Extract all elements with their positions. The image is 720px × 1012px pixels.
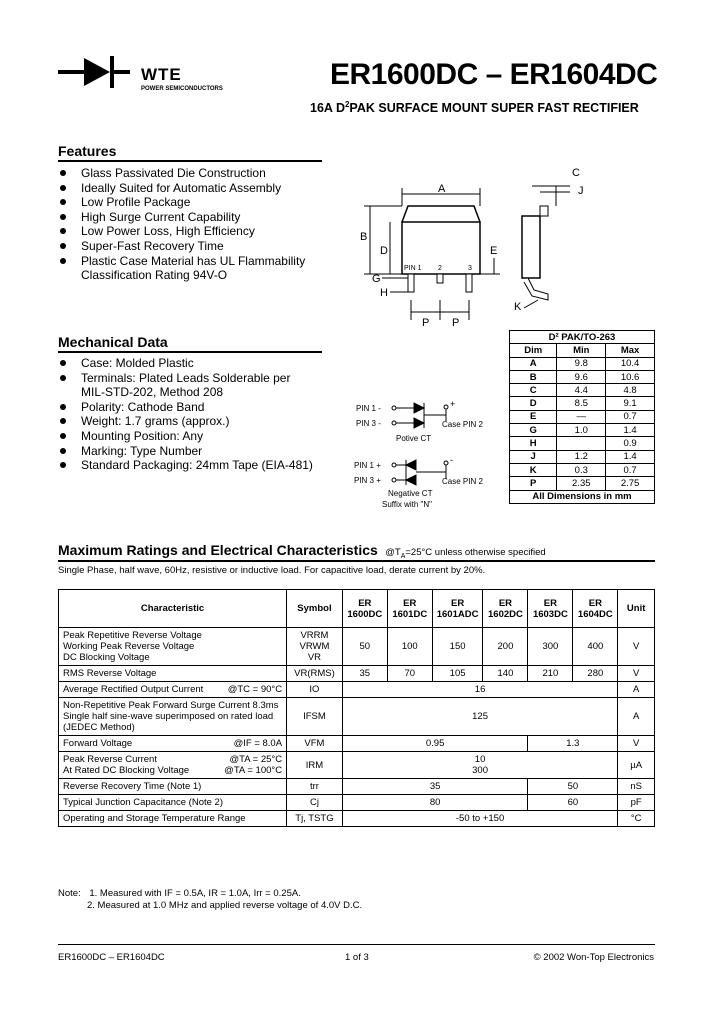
neg-case-label: Case PIN 2 (442, 477, 483, 486)
notes-label: Note: (58, 888, 81, 899)
list-item: Plastic Case Material has UL Flammability Classification Rating 94V-O (56, 254, 326, 283)
brand-name: WTE (141, 65, 182, 84)
table-row: E — 0.7 (510, 410, 655, 423)
table-row: Average Rectified Output Current @TC = 90°C IO 16 A (59, 682, 655, 698)
table-row: Peak Repetitive Reverse Voltage Working Peak Reverse Voltage DC Blocking Voltage VRRM VRWM VR 50 100 150 200 300 400 V (59, 628, 655, 666)
pos-case-label: Case PIN 2 (442, 420, 483, 429)
pos-ct-label: Potive CT (396, 434, 432, 443)
table-row: Reverse Recovery Time (Note 1) trr 35 50 nS (59, 779, 655, 795)
table-row: J 1.2 1.4 (510, 450, 655, 463)
neg-suffix-label: Suffix with "N" (382, 500, 432, 509)
dim-p-label: P (452, 317, 460, 329)
neg-pin1-label: PIN 1 + (354, 461, 381, 470)
dim-header: Max (606, 344, 655, 357)
footer-rule (58, 944, 655, 945)
pos-pin3-label: PIN 3 - (356, 419, 381, 428)
dim-g-label: G (372, 273, 381, 285)
pos-plus-label: + (450, 399, 456, 409)
dim-d-label: D (380, 245, 388, 257)
list-item: Low Profile Package (56, 195, 336, 210)
dim-e-label: E (490, 245, 498, 257)
list-item: High Surge Current Capability (56, 210, 336, 225)
mechanical-title: Mechanical Data (58, 334, 168, 350)
dim-b-label: B (360, 231, 368, 243)
table-row: Peak Reverse Current @TA = 25°C At Rated DC Blocking Voltage @TA = 100°C IRM 10 300 µA (59, 752, 655, 779)
table-header-row: Characteristic Symbol ER 1600DC ER 1601DC ER 1601ADC ER 1602DC ER 1603DC ER 1604DC Unit (59, 590, 655, 628)
table-row: Forward Voltage @IF = 8.0A VFM 0.95 1.3 V (59, 736, 655, 752)
list-item: Low Power Loss, High Efficiency (56, 224, 336, 239)
ratings-table (58, 589, 655, 827)
table-row: Typical Junction Capacitance (Note 2) Cj 80 60 pF (59, 795, 655, 811)
ratings-condition: $@T_A=25^\circ C$ unless otherwise specified (385, 547, 546, 560)
note-2: 2. Measured at 1.0 MHz and applied reverse voltage of 4.0V D.C. (87, 900, 363, 911)
page-subtitle: 16A $D^2PAK$ SURFACE MOUNT SUPER FAST RECTIFIER (310, 100, 639, 116)
features-list (56, 166, 336, 283)
table-row: C 4.4 4.8 (510, 384, 655, 397)
dim-j-label: J (578, 185, 584, 197)
table-row: D 8.5 9.1 (510, 397, 655, 410)
table-row: P 2.35 2.75 (510, 477, 655, 490)
table-row: Non-Repetitive Peak Forward Surge Current 8.3ms Single half sine-wave superimposed on rated load (JEDEC Method) IFSM 125 A (59, 698, 655, 736)
list-item: Case: Molded Plastic (56, 356, 336, 371)
dim-p-label: P (422, 317, 430, 329)
list-item: Standard Packaging: 24mm Tape (EIA-481) (56, 458, 336, 473)
list-item: Terminals: Plated Leads Solderable per MIL-STD-202, Method 208 (56, 371, 311, 400)
dim-table-title: D² PAK/TO-263 (510, 331, 655, 344)
circuit-diagrams (350, 395, 510, 515)
pin3-label: 3 (468, 265, 472, 272)
dim-header: Dim (510, 344, 557, 357)
table-row: A 9.8 10.4 (510, 357, 655, 370)
neg-ct-label: Negative CT (388, 489, 433, 498)
list-item: Polarity: Cathode Band (56, 400, 336, 415)
footer-left: ER1600DC – ER1604DC (58, 952, 165, 963)
mechanical-list (56, 356, 336, 473)
dim-header: Min (557, 344, 606, 357)
table-row: K 0.3 0.7 (510, 463, 655, 476)
pin2-label: 2 (438, 265, 442, 272)
table-row: RMS Reverse Voltage VR(RMS) 35 70 105 140 210 280 V (59, 666, 655, 682)
pin1-label: PIN 1 (404, 265, 422, 272)
dimension-table (509, 330, 655, 504)
table-row: G 1.0 1.4 (510, 424, 655, 437)
table-row: B 9.6 10.6 (510, 370, 655, 383)
list-item: Glass Passivated Die Construction (56, 166, 336, 181)
pos-pin1-label: PIN 1 - (356, 404, 381, 413)
footer-copyright: © 2002 Won-Top Electronics (533, 952, 654, 963)
logo (58, 52, 223, 98)
table-row: Operating and Storage Temperature Range Tj, TSTG -50 to +150 °C (59, 811, 655, 827)
ratings-title: Maximum Ratings and Electrical Characteristics (58, 542, 378, 558)
brand-subtitle: POWER SEMICONDUCTORS (141, 86, 223, 92)
notes (58, 888, 362, 911)
mechanical-rule (58, 351, 322, 353)
dim-a-label: A (438, 183, 446, 195)
list-item: Weight: 1.7 grams (approx.) (56, 414, 336, 429)
footer-page: 1 of 3 (345, 952, 369, 963)
dim-table-footer: All Dimensions in mm (510, 490, 655, 503)
features-title: Features (58, 143, 117, 159)
dim-k-label: K (514, 301, 522, 313)
dim-h-label: H (380, 287, 388, 299)
ratings-heading (58, 542, 546, 560)
dim-c-label: C (572, 167, 580, 179)
list-item: Mounting Position: Any (56, 429, 336, 444)
page-title: ER1600DC – ER1604DC (330, 58, 658, 91)
ratings-note: Single Phase, half wave, 60Hz, resistive or inductive load. For capacitive load, derate current by 20%. (58, 565, 486, 576)
table-row: H 0.9 (510, 437, 655, 450)
neg-minus-label: - (450, 455, 453, 465)
list-item: Ideally Suited for Automatic Assembly (56, 181, 336, 196)
features-rule (58, 160, 322, 162)
list-item: Super-Fast Recovery Time (56, 239, 336, 254)
list-item: Marking: Type Number (56, 444, 336, 459)
ratings-rule (58, 560, 655, 562)
package-drawing (360, 160, 660, 330)
neg-pin3-label: PIN 3 + (354, 476, 381, 485)
diode-logo-icon (58, 52, 138, 92)
note-1: 1. Measured with IF = 0.5A, IR = 1.0A, Irr = 0.25A. (89, 888, 301, 899)
